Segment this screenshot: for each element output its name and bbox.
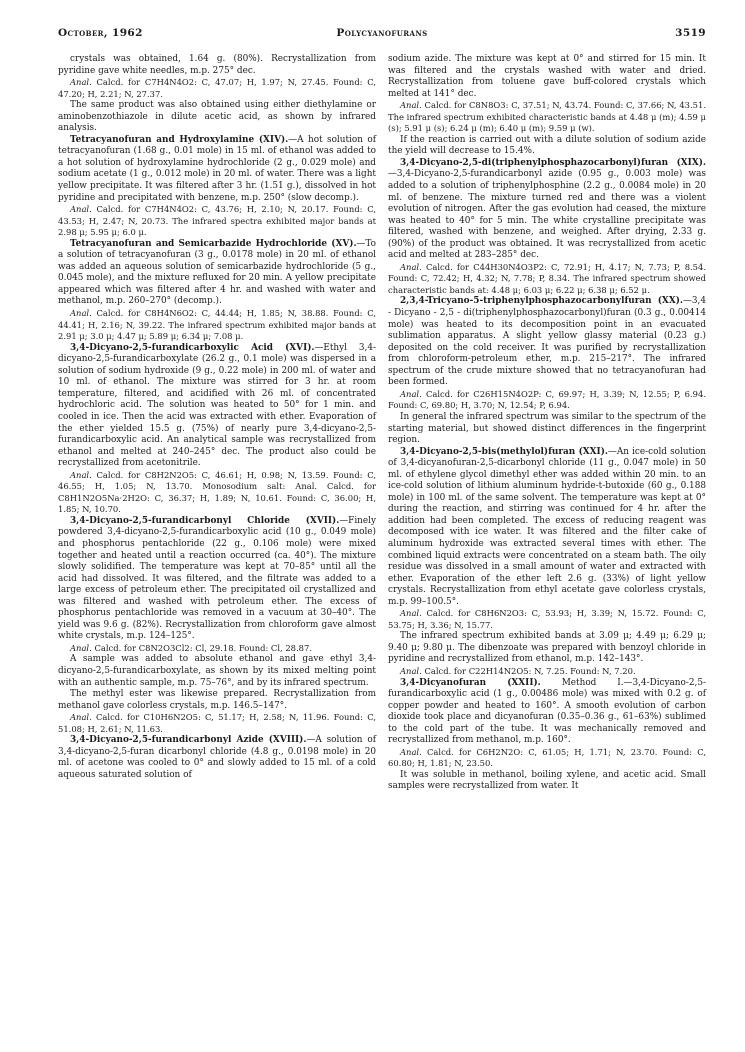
anal-label: Anal.: [70, 469, 92, 480]
anal-label: Anal.: [400, 746, 422, 757]
analysis-paragraph: [58, 77, 376, 100]
anal-text: Calcd. for C8H6N2O3: C, 53.93; H, 3.39; N, 15.72. Found: C, 53.75; H, 3.36; N, 15.77.: [388, 608, 706, 630]
running-head: [58, 27, 706, 43]
section-text: —An ice-cold solution of 3,4-dicyanofuran-2,5-dicarbonyl chloride (11 g., 0.047 mole) in 50 ml. of ethylene glycol dimethyl ether was added within 20 min. to an ice-cold solution of lithium aluminum hydride-t-butoxide (60 g., 0.188 mole) in 100 ml. of the same solvent. The temperature was kept at 0° during the reaction, and stirring was continued for 4 hr. after the addition had been completed. The excess of reducing reagent was decomposed with ice water. It was filtered and the filter cake of aluminum hydroxide was extracted several times with ether. The combined liquid extracts were concentrated on a steam bath. The oily residue was dissolved in a small amount of water and extracted with ether. Evaporation of the ether left 2.6 g. (33%) of light yellow crystals. Recrystallization from ethyl acetate gave colorless crystals, m.p. 99–100.5°.: [388, 446, 707, 607]
header-title: Polycyanofurans: [336, 27, 428, 39]
analysis-paragraph: [58, 712, 376, 735]
anal-text: Calcd. for C22H14N2O5: N, 7.25. Found: N, 7.20.: [421, 665, 636, 676]
section-paragraph: [58, 516, 376, 643]
anal-label: Anal.: [400, 665, 422, 676]
anal-label: Anal.: [400, 608, 422, 619]
analysis-paragraph: [388, 747, 706, 770]
section-heading: 2,3,4-Tricyano-5-triphenylphosphazocarbonylfuran (XX).: [400, 296, 683, 307]
body-paragraph: The infrared spectrum exhibited bands at 3.09 μ; 4.49 μ; 6.29 μ; 9.40 μ; 9.80 μ. The dibenzoate was prepared with benzoyl chloride in pyridine and recrystallized from ethanol, m.p. 142–143°.: [388, 631, 706, 665]
analysis-paragraph: [58, 470, 376, 516]
header-date: October, 1962: [58, 27, 143, 39]
section-text: —A solution of 3,4-dicyano-2,5-furan dicarbonyl chloride (4.8 g., 0.0198 mole) in 20 ml. of acetone was cooled to 0° and slowly added to 15 ml. of a cold aqueous saturated solution of: [58, 735, 376, 780]
anal-text: Calcd. for C7H4N4O2: C, 43.76; H, 2.10; N, 20.17. Found: C, 43.53; H, 2.47; N, 20.73. The infrared spectra exhibited major bands at 2.98 μ; 5.95 μ; 6.0 μ.: [58, 204, 376, 238]
body-paragraph: It was soluble in methanol, boiling xylene, and acetic acid. Small samples were recrystallized from water. It: [388, 769, 706, 792]
section-text: —A hot solution of tetracyanofuran (1.68 g., 0.01 mole) in 15 ml. of ethanol was added to a hot solution of hydroxylamine hydrochloride (2 g., 0.029 mole) and sodium acetate (1 g., 0.012 mole) in 20 ml. of water. There was a light yellow precipitate. It was filtered after 3 hr. (1.51 g.), dissolved in hot pyridine and precipitated with benzene, m.p. 250° (slow decomp.).: [58, 134, 376, 203]
anal-label: Anal.: [70, 77, 92, 88]
section-text: —Ethyl 3,4-dicyano-2,5-furandicarboxylate (26.2 g., 0.1 mole) was dispersed in a solution of sodium hydroxide (9 g., 0.22 mole) in 200 ml. of water and 10 ml. of ethanol. The mixture was stirred for 3 hr. at room temperature, filtered, and acidified with 26 ml. of concentrated hydrochloric acid. The solution was heated to 50° for 1 min. and cooled in ice. Then the acid was extracted with ether. Evaporation of the ether yielded 15.5 g. (75%) of nearly pure 3,4-dicyano-2,5-furandicarboxylic acid. An analytical sample was recrystallized from ethanol and melted at 240–245° dec. The product also could be recrystallized from acetonitrile.: [58, 342, 376, 469]
analysis-paragraph: [388, 262, 706, 297]
anal-text: Calcd. for C6H2N2O: C, 61.05; H, 1.71; N, 23.70. Found: C, 60.80; H, 1.81; N, 23.50.: [388, 746, 706, 769]
anal-label: Anal.: [400, 100, 422, 111]
analysis-paragraph: [388, 389, 706, 412]
body-paragraph: The same product was also obtained using either diethylamine or aminobenzothiazole in dilute acetic acid, as shown by infrared analysis.: [58, 100, 376, 134]
body-paragraph: crystals was obtained, 1.64 g. (80%). Recrystallization from pyridine gave white needles, m.p. 275° dec.: [58, 54, 376, 76]
section-text: Method I.—3,4-Dicyano-2,5-furandicarboxylic acid (1 g., 0.00486 mole) was mixed with 0.2 g. of copper powder and heated to 160°. A smooth evolution of carbon dioxide took place and dicyanofuran (0.35–0.36 g., 61–63%) sublimed to the cold part of the tube. It was mechanically removed and recrystallized from methanol, m.p. 160°.: [388, 677, 706, 746]
section-text: —3,4 - Dicyano - 2,5 - di(triphenylphosphazocarbonyl)furan (0.3 g., 0.00414 mole) was heated to its decomposition point in an evacuated sublimation apparatus. A slight yellow glassy material (0.23 g.) deposited on the cold receiver. It was purified by recrystallization from chloroform-petroleum ether, m.p. 215–217°. The infrared spectrum of the crude mixture showed that no tetracyanofuran had been formed.: [388, 296, 706, 388]
body-paragraph: If the reaction is carried out with a dilute solution of sodium azide the yield will decrease to 15.4%.: [388, 134, 706, 157]
anal-text: Calcd. for C8N8O3: C, 37.51; N, 43.74. Found: C, 37.66; N, 43.51. The infrared spectrum exhibited characteristic bands at 4.48 μ (m); 4.59 μ (s); 5.91 μ (s); 6.24 μ (m); 6.40 μ (m); 9.59 μ (w).: [388, 100, 706, 134]
body-paragraph: In general the infrared spectrum was similar to the spectrum of the starting material, but showed distinct differences in the fingerprint region.: [388, 411, 706, 446]
section-paragraph: [388, 296, 706, 388]
section-heading: 3,4-Dicyano-2,5-bis(methylol)furan (XXI).: [400, 446, 608, 457]
page-number: 3519: [675, 27, 706, 39]
analysis-paragraph: [58, 643, 376, 655]
anal-label: Anal.: [400, 388, 422, 399]
section-paragraph: [388, 447, 706, 609]
anal-label: Anal.: [70, 642, 92, 653]
right-column: [388, 54, 706, 793]
anal-text: Calcd. for C8H2N2O5: C, 46.61; H, 0.98; N, 13.59. Found: C, 46.55; H, 1.05; N, 13.70. Monosodium salt: Anal. Calcd. for C8H1N2O5Na·2H2O: C, 36.37; H, 1.89; N, 10.61. Found: C, 36.00; H, 1.85; N, 10.70.: [58, 469, 376, 515]
anal-text: Calcd. for C44H30N4O3P2: C, 72.91; H, 4.17; N, 7.73; P, 8.54. Found: C, 72.42; H, 4.32; N, 7.78; P, 8.34. The infrared spectrum showed characteristic bands at: 4.48 μ; 6.03 μ; 6.22 μ; 6.38 μ; 6.52 μ.: [388, 261, 706, 295]
section-paragraph: [58, 239, 376, 308]
body-paragraph: The methyl ester was likewise prepared. Recrystallization from methanol gave colorless crystals, m.p. 146.5–147°.: [58, 689, 376, 711]
section-text: —Finely powdered 3,4-dicyano-2,5-furandicarboxylic acid (10 g., 0.049 mole) and phosphorus pentachloride (22 g., 0.106 mole) were mixed together and heated until a reaction occurred (ca. 40°). The mixture slowly solidified. The temperature was kept at 70–85° until all the acid had dissolved. It was filtered, and the filtrate was added to a large excess of petroleum ether. The precipitated oil crystallized and was filtered and washed with petroleum ether. The excess of phosphorus pentachloride was removed in a vacuum at 30–40°. The yield was 9.6 g. (82%). Recrystallization from chloroform gave almost white crystals, m.p. 124–125°.: [58, 515, 376, 642]
section-heading: 3,4-Dicyanofuran (XXII).: [400, 677, 541, 688]
section-paragraph: [388, 678, 706, 747]
section-heading: Tetracyanofuran and Hydroxylamine (XIV).: [70, 134, 289, 145]
analysis-paragraph: [388, 100, 706, 135]
anal-label: Anal.: [70, 204, 92, 215]
anal-text: Calcd. for C8H4N6O2: C, 44.44; H, 1.85; N, 38.88. Found: C, 44.41; H, 2.16; N, 39.22. The infrared spectrum exhibited major bands at 2.91 μ; 3.0 μ; 4.47 μ; 5.89 μ; 6.34 μ; 7.08 μ.: [58, 308, 376, 342]
section-text: —To a solution of tetracyanofuran (3 g., 0.0178 mole) in 20 ml. of ethanol was added an aqueous solution of semicarbazide hydrochloride (5 g., 0.045 mole), and the mixture refluxed for 20 min. A yellow precipitate appeared which was filtered after 4 hr. and washed with water and methanol, m.p. 260–270° (decomp.).: [58, 238, 376, 307]
anal-label: Anal.: [70, 712, 92, 723]
anal-label: Anal.: [70, 308, 92, 319]
anal-label: Anal.: [400, 261, 422, 272]
section-heading: 3,4-Dicyano-2,5-furandicarbonyl Chloride (XVII).: [70, 515, 340, 526]
section-paragraph: [58, 343, 376, 470]
anal-text: Calcd. for C8N2O3Cl2: Cl, 29.18. Found: Cl, 28.87.: [91, 642, 312, 653]
section-text: —3,4-Dicyano-2,5-furandicarbonyl azide (0.95 g., 0.003 mole) was added to a solution of triphenylphosphine (2.2 g., 0.0084 mole) in 20 ml. of benzene. The mixture turned red and there was a violent evolution of nitrogen. After the gas evolution had ceased, the mixture was heated to 40° for 5 min. The white crystalline precipitate was filtered, washed with benzene, and weighed. After drying, 2.33 g. (90%) of the product was obtained. It was recrystallized from acetic acid and melted at 283–285° dec.: [388, 169, 706, 261]
analysis-paragraph: [58, 204, 376, 239]
body-paragraph: A sample was added to absolute ethanol and gave ethyl 3,4-dicyano-2,5-furandicarboxylate, as shown by its mixed melting point with an authentic sample, m.p. 75–76°, and by its infrared spectrum.: [58, 654, 376, 688]
section-heading: Tetracyanofuran and Semicarbazide Hydrochloride (XV).: [70, 238, 357, 249]
anal-text: Calcd. for C7H4N4O2: C, 47.07; H, 1.97; N, 27.45. Found: C, 47.20; H, 2.21; N, 27.37.: [58, 77, 376, 99]
section-paragraph: [388, 158, 706, 262]
anal-text: Calcd. for C26H15N4O2P: C, 69.97; H, 3.39; N, 12.55; P, 6.94. Found: C, 69.80; H, 3.70; N, 12.54; P, 6.94.: [388, 388, 706, 411]
section-heading: 3,4-Dicyano-2,5-furandicarbonyl Azide (XVIII).: [70, 735, 307, 746]
section-paragraph: [58, 735, 376, 781]
left-column: [58, 54, 376, 781]
analysis-paragraph: [388, 666, 706, 678]
section-paragraph: [58, 135, 376, 204]
section-heading: 3,4-Dicyano-2,5-furandicarboxylic Acid (XVI).: [70, 342, 315, 353]
analysis-paragraph: [388, 608, 706, 631]
section-heading: 3,4-Dicyano-2,5-di(triphenylphosphazocarbonyl)furan (XIX).: [400, 157, 706, 168]
anal-text: Calcd. for C10H6N2O5: C, 51.17; H, 2.58; N, 11.96. Found: C, 51.08; H, 2.61; N, 11.63.: [58, 712, 376, 734]
analysis-paragraph: [58, 308, 376, 343]
body-paragraph: sodium azide. The mixture was kept at 0° and stirred for 15 min. It was filtered and the crystals washed with water and dried. Recrystallization from toluene gave buff-colored crystals which melted at 141° dec.: [388, 54, 706, 99]
